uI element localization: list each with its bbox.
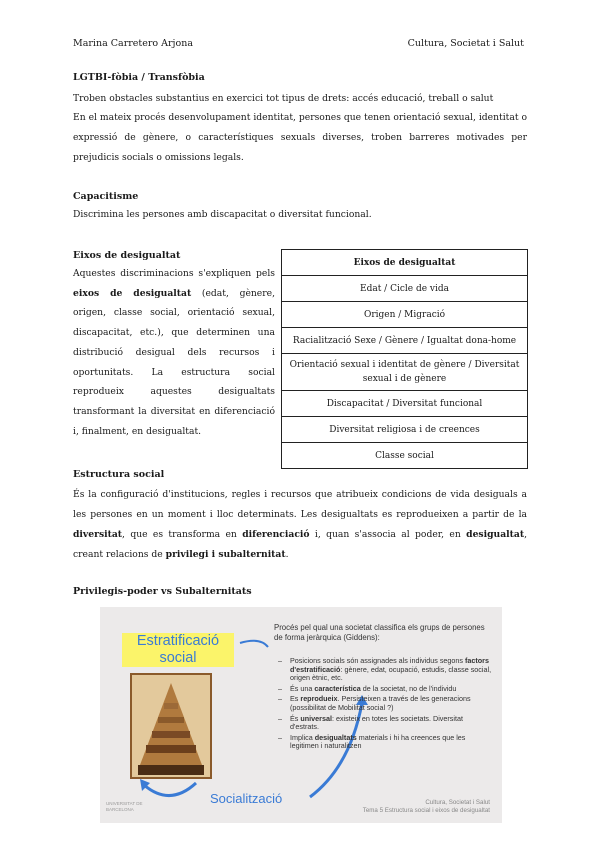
table-row: Edat / Cicle de vida	[282, 276, 528, 302]
table-row: Origen / Migració	[282, 302, 528, 328]
bullet-text: Es	[290, 694, 301, 704]
estructura-bold: diferenciació	[242, 529, 310, 540]
table-row: Orientació sexual i identitat de gènere / Diversitat sexual i de gènere	[282, 354, 528, 391]
slide-footer-line: Cultura, Societat i Salut	[425, 799, 490, 806]
bullet-bold: universal	[300, 713, 332, 723]
list-item	[276, 734, 492, 751]
section-title-eixos: Eixos de desigualtat	[73, 250, 181, 261]
section-title-privilegis: Privilegis-poder vs Subalternitats	[73, 586, 252, 597]
list-item	[276, 657, 492, 683]
estructura-bold: desigualtat	[466, 529, 525, 540]
bullet-text: de la societat, no de l'individu	[360, 683, 457, 693]
bullet-bold: factors d'estratificació	[290, 656, 489, 674]
bullet-text: És	[290, 713, 301, 723]
list-item	[276, 695, 492, 712]
bullet-text: : existeix en totes les societats. Diversitat d'estrats.	[290, 713, 463, 732]
slide-title-line: social	[159, 650, 197, 666]
table-row: Diversitat religiosa i de creences	[282, 417, 528, 443]
bullet-bold: reprodueix	[300, 694, 338, 704]
pyramid-icon	[132, 675, 210, 777]
pyramid-illustration	[130, 673, 212, 779]
list-item	[276, 685, 492, 694]
estructura-text: , creant relacions de	[73, 529, 527, 560]
bullet-text: : gènere, edat, ocupació, estudis, classe social, origen ètnic, etc.	[290, 664, 492, 683]
table-row: Discapacitat / Diversitat funcional	[282, 391, 528, 417]
estructura-paragraph	[73, 485, 527, 565]
slide-image	[100, 607, 502, 823]
eixos-table	[281, 249, 528, 469]
socialitzacio-label: Socialització	[210, 791, 283, 806]
bullet-text: Implica	[290, 732, 315, 742]
slide-footer	[363, 799, 490, 815]
bullet-text: És una	[290, 683, 315, 693]
bullet-bold: característica	[314, 683, 361, 693]
estructura-bold: diversitat	[73, 529, 123, 540]
bullet-text: materials i hi ha creences que les legitimen i naturalitzen	[290, 732, 466, 751]
bullet-text: Posicions socials són assignades als individus segons	[290, 656, 465, 665]
section-title-lgtbi: LGTBI-fòbia / Transfòbia	[73, 72, 205, 83]
eixos-text: (edat, gènere, origen, classe social, orientació sexual, discapacitat, etc.), que determinen una distribució desigual dels recursos i oportunitats. La estructura social reprodueix aquestes desigualtats transformant la diversitat en diferenciació i, finalment, en desigualtat.	[73, 287, 275, 437]
credit-line: BARCELONA	[106, 806, 134, 812]
section-title-capacitisme: Capacitisme	[73, 191, 139, 202]
bullet-bold: desigualtats	[314, 732, 357, 742]
capacitisme-paragraph: Discrimina les persones amb discapacitat o diversitat funcional.	[73, 209, 372, 220]
table-row: Classe social	[282, 443, 528, 469]
credit-line: UNIVERSITAT DE	[106, 801, 143, 806]
university-credit	[106, 801, 143, 812]
section-body-lgtbi	[73, 89, 527, 168]
table-header: Eixos de desigualtat	[282, 250, 528, 276]
lgtbi-paragraph-1: Troben obstacles substantius en exercici tot tipus de drets: accés educació, treball o salut	[73, 93, 494, 104]
section-title-estructura: Estructura social	[73, 469, 165, 480]
header-author: Marina Carretero Arjona	[73, 38, 193, 49]
slide-title-line: Estratificació	[136, 633, 220, 649]
lgtbi-paragraph-2: En el mateix procés desenvolupament identitat, persones que tenen orientació sexual, identitat o expressió de gènere, o característiques sexuals diverses, troben barreres motivades per prejudicis socials o omissions legals.	[73, 112, 527, 163]
estructura-bold: privilegi i subalternitat	[165, 549, 286, 560]
estructura-text: , que es transforma en	[122, 529, 243, 540]
eixos-bold: eixos de desigualtat	[73, 287, 192, 299]
slide-intro: Procés pel qual una societat classifica els grups de persones de forma jeràrquica (Giddens):	[274, 623, 485, 642]
estructura-text: És la configuració d'institucions, regles i recursos que atribueix condicions de vida desiguals a les persones en un moment i lloc determinats. Les desigualtats es reprodueixen a partir de la	[73, 489, 527, 520]
slide-footer-line: Tema 5 Estructura social i eixos de desigualtat	[362, 807, 490, 814]
table-row: Racialització Sexe / Gènere / Igualtat dona-home	[282, 328, 528, 354]
estructura-text: .	[285, 549, 289, 560]
eixos-paragraph	[73, 264, 275, 441]
slide-title	[122, 633, 234, 667]
list-item	[276, 715, 492, 732]
bullet-text: . Persisteixen a través de les generacions (possibilitat de Mobilitat social ?)	[290, 694, 471, 712]
estructura-text: i, quan s'associa al poder, en	[309, 529, 467, 540]
slide-bullets	[276, 657, 492, 753]
header-course: Cultura, Societat i Salut	[407, 38, 524, 49]
eixos-text: Aquestes discriminacions s'expliquen pels	[73, 268, 275, 279]
